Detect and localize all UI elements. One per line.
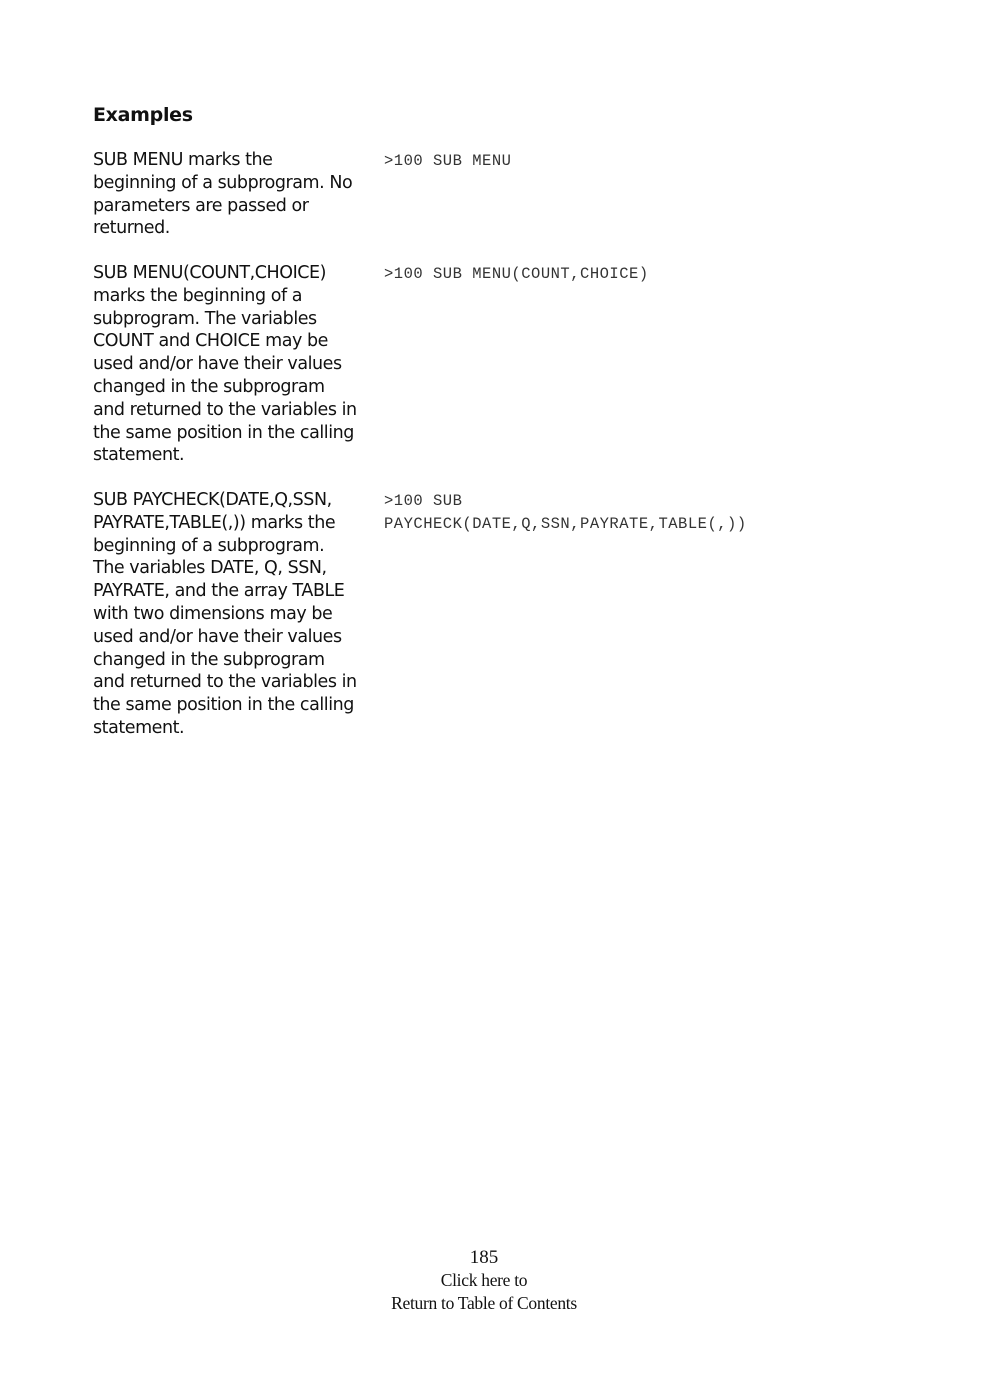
example-code: >100 SUB PAYCHECK(DATE,Q,SSN,PAYRATE,TABLE(,)) [384,492,747,533]
example-code: >100 SUB MENU [384,152,512,170]
toc-link-line-2[interactable]: Return to Table of Contents [391,1292,577,1313]
page-number: 185 [469,1247,499,1268]
example-code: >100 SUB MENU(COUNT,CHOICE) [384,265,649,283]
page-footer [0,1247,968,1314]
example-description: SUB MENU(COUNT,CHOICE) marks the beginning of a subprogram. The variables COUNT and CHOICE may be used and/or have their values changed in the subprogram and returned to the variables in the same position in the calling statement. [93,263,357,466]
section-heading: Examples [93,104,193,126]
toc-link-line-1[interactable]: Click here to [440,1270,528,1290]
example-description: SUB MENU marks the beginning of a subprogram. No parameters are passed or returned. [93,150,353,239]
example-description: SUB PAYCHECK(DATE,Q,SSN, PAYRATE,TABLE(,)) marks the beginning of a subprogram. The variables DATE, Q, SSN, PAYRATE, and the array TABLE with two dimensions may be used and/or have their values changed in the subprogram and returned to the variables in the same position in the calling statement. [93,490,357,738]
